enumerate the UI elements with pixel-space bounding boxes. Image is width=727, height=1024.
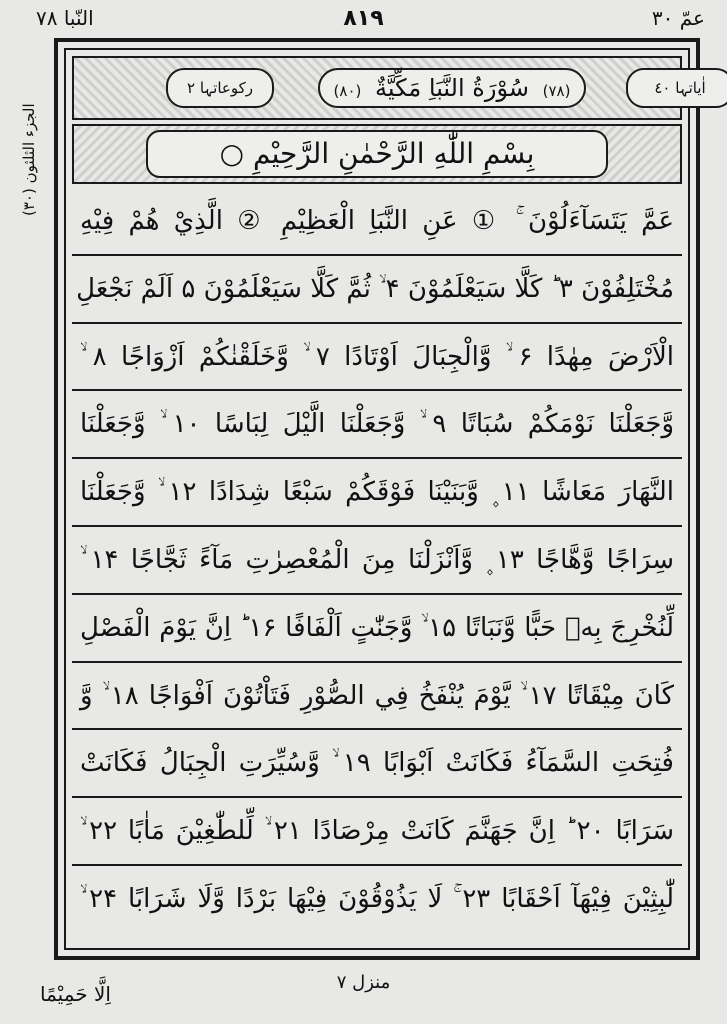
juz-label: عمّ ٣٠	[651, 6, 705, 30]
catchword: اِلَّا حَمِيْمًا	[40, 982, 111, 1006]
verse-line-9: فُتِحَتِ السَّمَآءُ فَكَانَتْ اَبْوَابًا ۱۹ ۙ وَّسُيِّرَتِ الْجِبَالُ فَكَانَتْ	[72, 730, 682, 798]
surah-name: سُوْرَةُ النَّبَاِ مَكِّيَّةٌ	[375, 74, 529, 102]
running-header	[0, 6, 727, 34]
verse-line-1: عَمَّ يَتَسَآءَلُوْنَ ۚ ① عَنِ النَّبَاِ الْعَظِيْمِ ② الَّذِيْ هُمْ فِيْهِ	[72, 188, 682, 256]
juz-side-note: الجزء الثلثون (٣٠)	[20, 103, 38, 217]
page-footer	[0, 972, 727, 1012]
surah-header-band	[72, 56, 706, 120]
surah-label: النّبا ٧٨	[36, 6, 94, 30]
verse-line-6: سِرَاجًا وَّهَّاجًا ۱۳ ۪ وَّاَنْزَلْنَا مِنَ الْمُعْصِرٰتِ مَآءً ثَجَّاجًا ۱۴ ۙ	[72, 527, 682, 595]
verse-lines	[72, 188, 682, 934]
verse-line-3: الْاَرْضَ مِهٰدًا ۶ ۙ وَّالْجِبَالَ اَوْتَادًا ۷ ۙ وَّخَلَقْنٰكُمْ اَزْوَاجًا ۸ ۙ	[72, 324, 682, 392]
verse-line-2: مُخْتَلِفُوْنَ ۳ ؕ كَلَّا سَيَعْلَمُوْنَ ۴ ۙ ثُمَّ كَلَّا سَيَعْلَمُوْنَ ۵ اَلَمْ نَجْعَلِ	[72, 256, 682, 324]
surah-title	[318, 68, 586, 108]
verse-line-10: سَرَابًا ۲۰ ؕ اِنَّ جَهَنَّمَ كَانَتْ مِرْصَادًا ۲۱ ۙ لِّلطّٰغِيْنَ مَاٰبًا ۲۲ ۙ	[72, 798, 682, 866]
verse-line-4: وَّجَعَلْنَا نَوْمَكُمْ سُبَاتًا ۹ ۙ وَّجَعَلْنَا الَّيْلَ لِبَاسًا ۱۰ ۙ وَّجَعَلْنَا	[72, 391, 682, 459]
bismillah: بِسْمِ اللّٰهِ الرَّحْمٰنِ الرَّحِيْمِ ○	[146, 130, 608, 178]
verse-line-5: النَّهَارَ مَعَاشًا ۱۱ ۪ وَّبَنَيْنَا فَوْقَكُمْ سَبْعًا شِدَادًا ۱۲ ۙ وَّجَعَلْنَا	[72, 459, 682, 527]
rukus-count: رکوعاتہا ٢	[166, 68, 274, 108]
verse-line-8: كَانَ مِيْقَاتًا ۱۷ ۙ يَّوْمَ يُنْفَخُ فِي الصُّوْرِ فَتَاْتُوْنَ اَفْوَاجًا ۱۸ ۙ وَّ	[72, 663, 682, 731]
page-number: ٨١٩	[343, 6, 384, 31]
ayat-count: اٰیاتہا ٤٠	[626, 68, 727, 108]
surah-number-left: (٨٠)	[333, 82, 362, 100]
surah-number-right: (٧٨)	[542, 82, 571, 100]
verse-line-7: لِّنُخْرِجَ بِهٖ حَبًّا وَّنَبَاتًا ۱۵ ۙ وَّجَنّٰتٍ اَلْفَافًا ۱۶ ؕ اِنَّ يَوْمَ الْفَصْلِ	[72, 595, 682, 663]
verse-line-11: لّٰبِثِيْنَ فِيْهَآ اَحْقَابًا ۲۳ ۚ لَا يَذُوْقُوْنَ فِيْهَا بَرْدًا وَّلَا شَرَابًا ۲۴ ۙ	[80, 883, 674, 914]
manzil-label: منزل ٧	[336, 972, 391, 993]
